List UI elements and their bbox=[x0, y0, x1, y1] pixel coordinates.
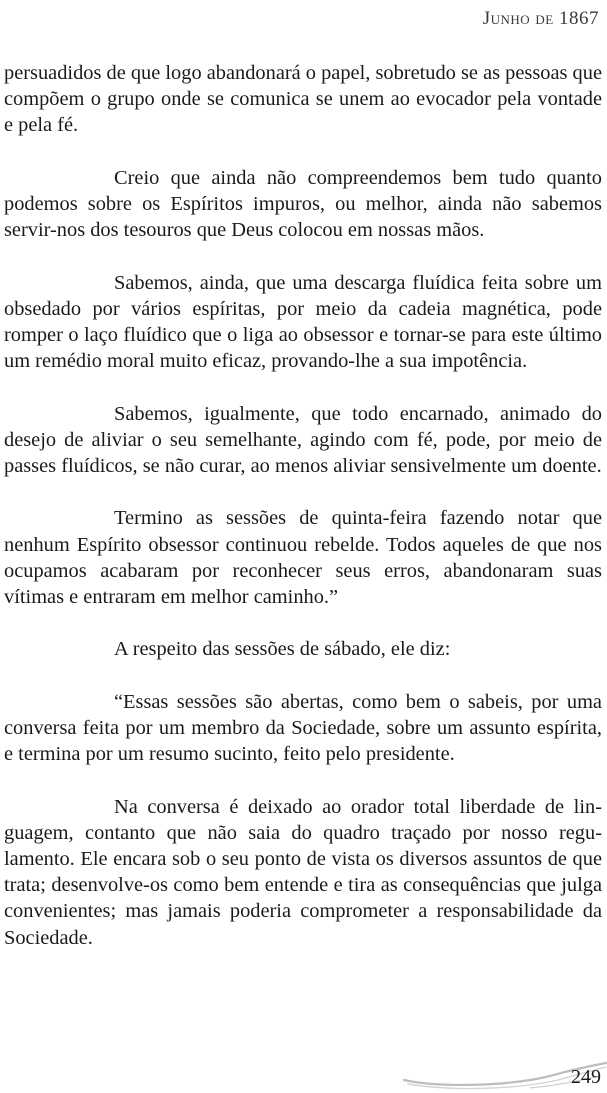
page-number: 249 bbox=[571, 1066, 601, 1088]
paragraph: Na conversa é deixado ao orador total liberdade de linguagem, contanto que não saia do quadro traçado por nosso regulamento. Ele encara sob o seu ponto de vista os diversos assuntos de que trata; desenvolve-os como bem entende e tira as consequências que julga convenientes; mas jamais poderia comprometer a responsabilidade da Sociedade. bbox=[4, 795, 602, 949]
paragraph: “Essas sessões são abertas, como bem o sabeis, por uma conversa feita por um membro da Sociedade, sobre um assunto espírita, e termina por um resumo sucinto, feito pelo presidente. bbox=[4, 690, 602, 766]
paragraph: Creio que ainda não compreendemos bem tudo quanto podemos sobre os Espíritos impuros, ou melhor, ainda não sabemos servir-nos dos tesouros que Deus colocou em nossas mãos. bbox=[4, 166, 602, 242]
paragraph: A respeito das sessões de sábado, ele diz: bbox=[114, 638, 451, 661]
paragraph-continuation: persuadidos de que logo abandonará o papel, sobretudo se as pessoas que compõem o grupo onde se comunica se unem ao evocador pela vontade e pela fé. bbox=[4, 62, 602, 137]
paragraph: Termino as sessões de quinta-feira fazendo notar que nenhum Espírito obsessor continuou rebelde. Todos aqueles de que nos ocupamos acabaram por reconhecer seus erros, abandonaram suas vítimas e entraram em melhor caminho.” bbox=[4, 507, 602, 608]
paragraph: Sabemos, igualmente, que todo encarnado, animado do desejo de aliviar o seu semelhante, agindo com fé, pode, por meio de passes fluídicos, se não curar, ao menos aliviar sensivelmente um doente. bbox=[4, 402, 602, 477]
running-header: Junho de 1867 bbox=[482, 8, 599, 29]
paragraph: Sabemos, ainda, que uma descarga fluídica feita sobre um obsedado por vários espíritas, por meio da cadeia magnética, pode romper o laço fluídico que o liga ao obsessor e tornar-se para este último um remédio moral muito eficaz, provando-lhe a sua impotência. bbox=[4, 271, 602, 373]
page-body bbox=[4, 60, 602, 951]
